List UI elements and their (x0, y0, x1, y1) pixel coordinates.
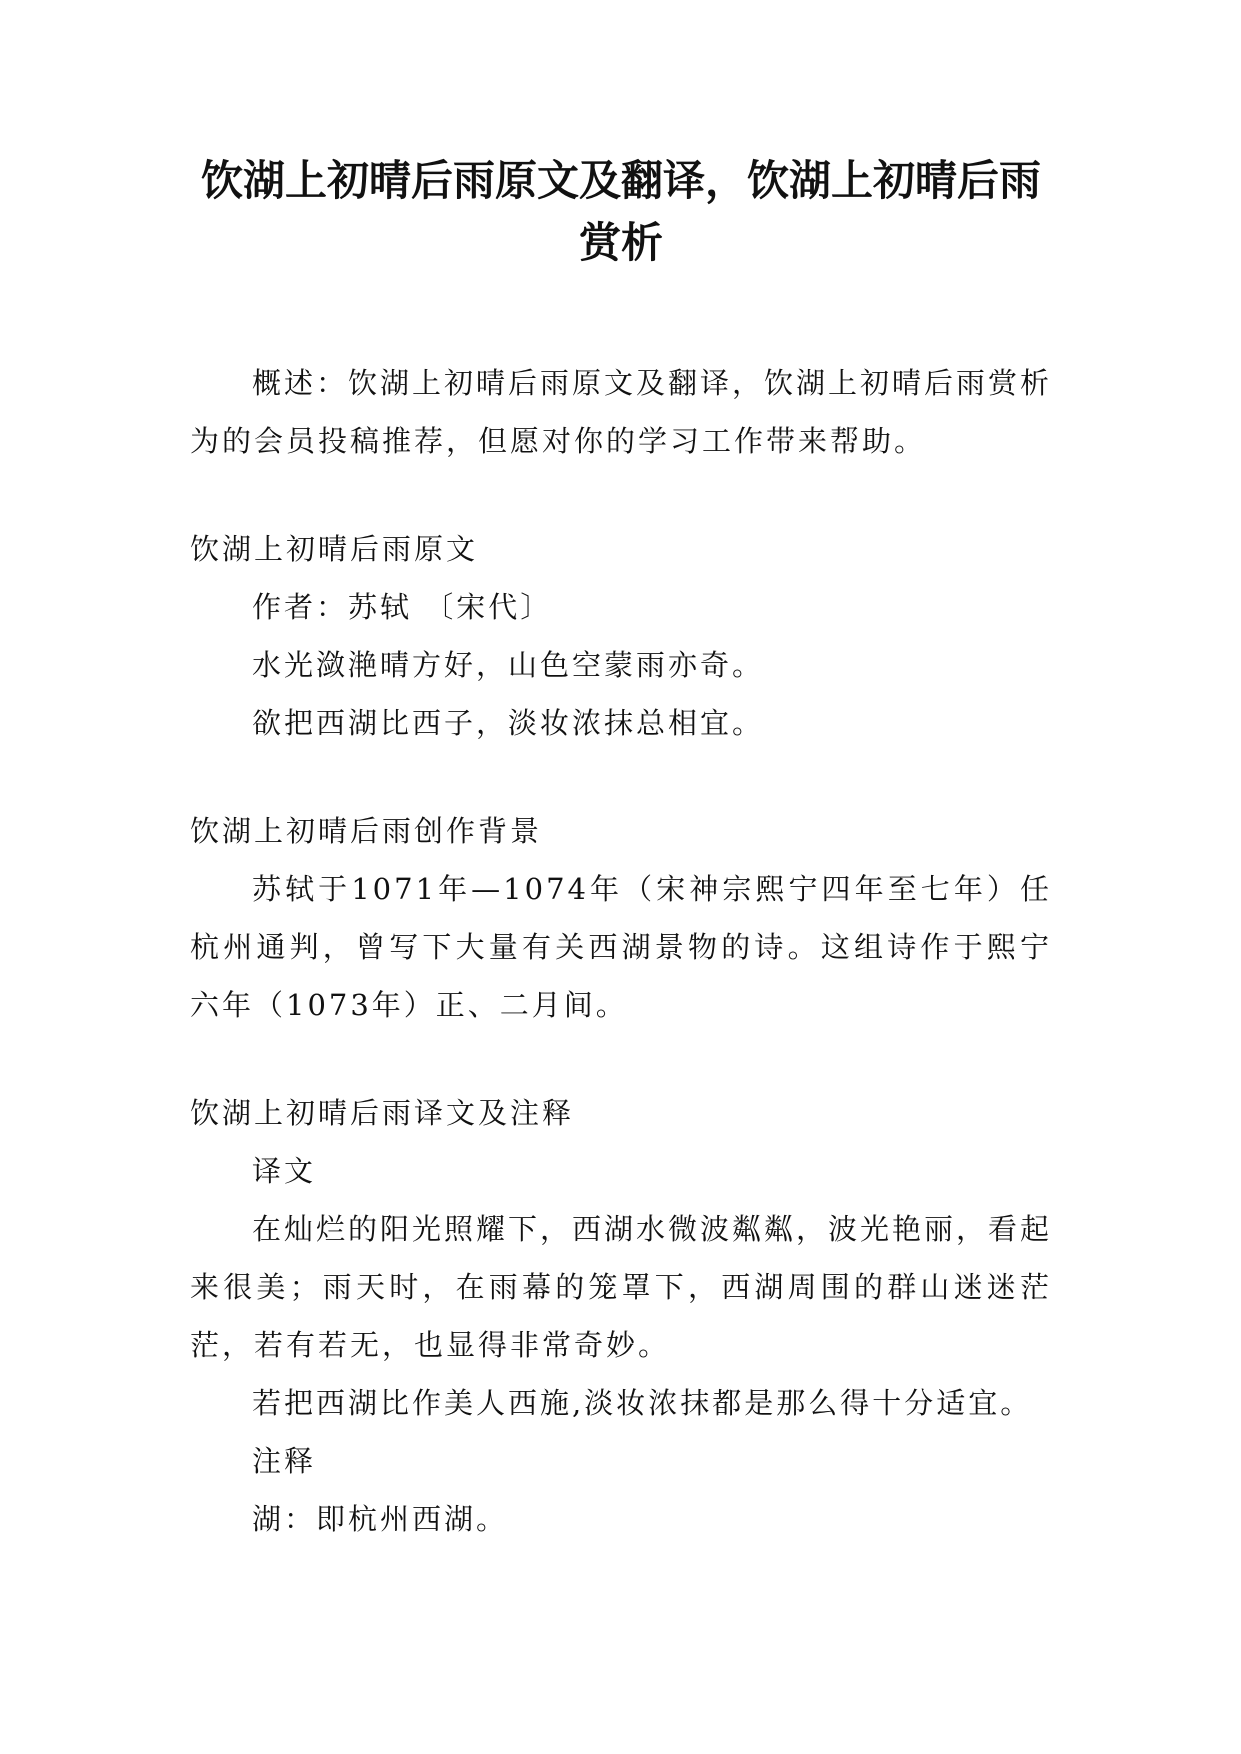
author-line: 作者：苏轼 〔宋代〕 (252, 590, 553, 624)
translation-section (190, 1084, 1052, 1548)
translation-paragraph-1: 在灿烂的阳光照耀下，西湖水微波粼粼，波光艳丽，看起来很美；雨天时，在雨幕的笼罩下，西湖周围的群山迷迷茫茫，若有若无，也显得非常奇妙。 (190, 1212, 1053, 1362)
verse-line-1: 水光潋滟晴方好，山色空蒙雨亦奇。 (252, 648, 765, 682)
verse-line-2: 欲把西湖比西子，淡妆浓抹总相宜。 (252, 706, 765, 740)
background-section (190, 802, 1052, 1034)
note-item-1: 湖：即杭州西湖。 (252, 1502, 509, 1536)
document-title: 饮湖上初晴后雨原文及翻译，饮湖上初晴后雨赏析 (200, 156, 1041, 267)
background-heading: 饮湖上初晴后雨创作背景 (190, 814, 543, 848)
original-heading: 饮湖上初晴后雨原文 (190, 532, 479, 566)
background-paragraph: 苏轼于1071年—1074年（宋神宗熙宁四年至七年）任杭州通判，曾写下大量有关西湖景物的诗。这组诗作于熙宁六年（1073年）正、二月间。 (190, 872, 1052, 1022)
document-page (190, 150, 1052, 1548)
original-section (190, 520, 1052, 752)
abstract-paragraph: 概述：饮湖上初晴后雨原文及翻译，饮湖上初晴后雨赏析为的会员投稿推荐，但愿对你的学习工作带来帮助。 (190, 366, 1053, 458)
translation-paragraph-2: 若把西湖比作美人西施,淡妆浓抹都是那么得十分适宜。 (252, 1386, 1033, 1420)
notes-subheading: 注释 (252, 1444, 317, 1478)
translation-subheading: 译文 (252, 1154, 317, 1188)
translation-heading: 饮湖上初晴后雨译文及注释 (190, 1096, 575, 1130)
